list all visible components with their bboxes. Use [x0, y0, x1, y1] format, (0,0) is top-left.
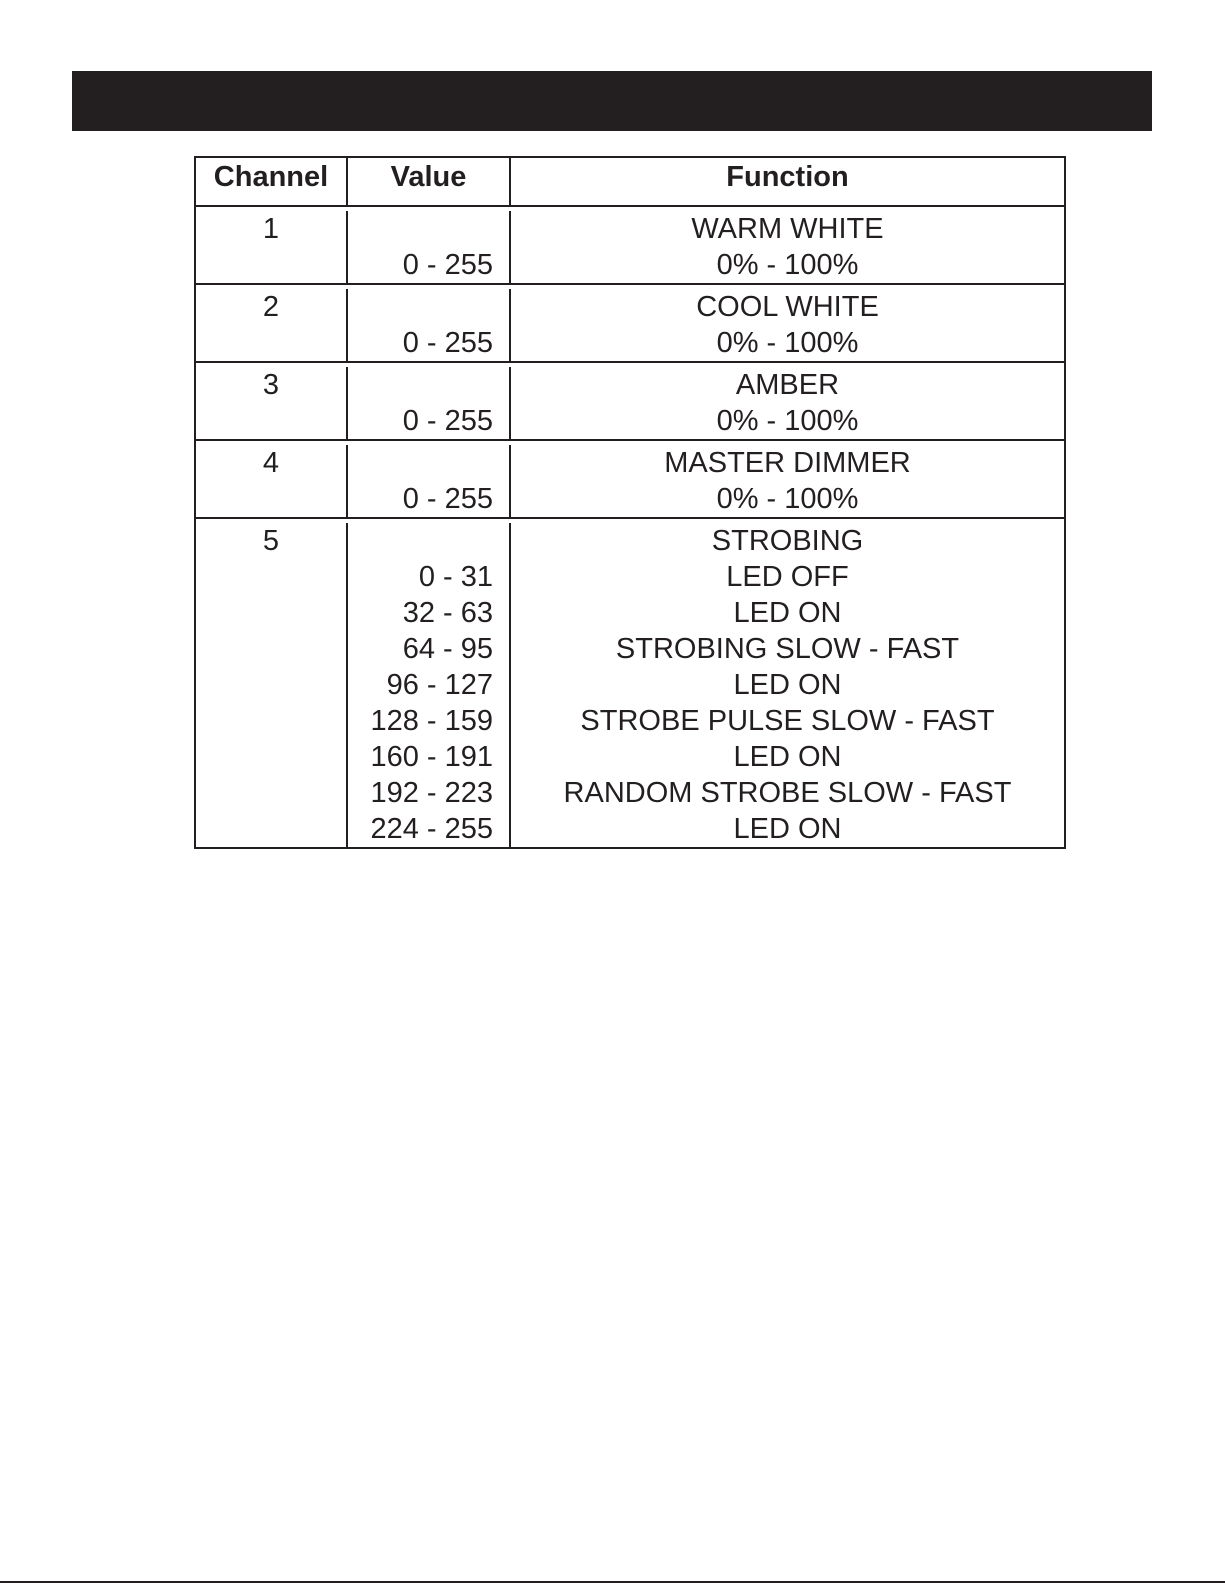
value-range — [348, 367, 509, 403]
channel-number: 4 — [262, 447, 280, 479]
value-range: 0 - 255 — [402, 483, 493, 515]
function-label: WARM WHITE — [691, 213, 884, 245]
channel-number: 3 — [262, 369, 280, 401]
value-range — [348, 445, 509, 481]
channel-cell — [196, 211, 348, 283]
footer-rule — [0, 1581, 1225, 1583]
function-label: MASTER DIMMER — [664, 447, 911, 479]
value-cell — [348, 367, 511, 439]
function-label: LED OFF — [726, 561, 849, 593]
table-header-row — [196, 158, 1064, 205]
function-label: 0% - 100% — [716, 483, 859, 515]
function-label: LED ON — [733, 669, 842, 701]
value-range: 160 - 191 — [370, 741, 493, 773]
table-row — [196, 439, 1064, 517]
channel-number: 1 — [262, 213, 280, 245]
value-range: 192 - 223 — [370, 777, 493, 809]
channel-cell — [196, 367, 348, 439]
channel-cell — [196, 523, 348, 847]
function-cell — [511, 367, 1064, 439]
function-cell — [511, 445, 1064, 517]
value-cell — [348, 211, 511, 283]
value-range — [348, 523, 509, 559]
header-function: Function — [726, 161, 849, 193]
value-cell — [348, 445, 511, 517]
dmx-channel-table — [194, 156, 1066, 849]
value-range: 0 - 31 — [418, 561, 493, 593]
value-cell — [348, 289, 511, 361]
channel-number: 5 — [262, 525, 280, 557]
value-range — [348, 211, 509, 247]
function-label: LED ON — [733, 597, 842, 629]
value-range: 128 - 159 — [370, 705, 493, 737]
function-label: LED ON — [733, 741, 842, 773]
header-value: Value — [348, 158, 511, 205]
channel-number: 2 — [262, 291, 280, 323]
value-range: 96 - 127 — [386, 669, 493, 701]
value-cell — [348, 523, 511, 847]
header-bar — [72, 71, 1152, 131]
value-range — [348, 289, 509, 325]
function-cell — [511, 211, 1064, 283]
table-row — [196, 205, 1064, 283]
function-cell — [511, 289, 1064, 361]
table-row — [196, 361, 1064, 439]
function-label: STROBING SLOW - FAST — [615, 633, 960, 665]
function-label: COOL WHITE — [696, 291, 879, 323]
header-channel: Channel — [196, 158, 348, 205]
function-label: STROBING — [711, 525, 864, 557]
value-range: 224 - 255 — [370, 813, 493, 845]
function-label: STROBE PULSE SLOW - FAST — [580, 705, 995, 737]
function-label: LED ON — [733, 813, 842, 845]
value-range: 32 - 63 — [402, 597, 493, 629]
value-range: 64 - 95 — [402, 633, 493, 665]
table-row — [196, 283, 1064, 361]
function-label: AMBER — [735, 369, 840, 401]
function-label: RANDOM STROBE SLOW - FAST — [563, 777, 1012, 809]
function-label: 0% - 100% — [716, 405, 859, 437]
value-range: 0 - 255 — [402, 405, 493, 437]
table-row — [196, 517, 1064, 847]
function-label: 0% - 100% — [716, 327, 859, 359]
channel-cell — [196, 289, 348, 361]
value-range: 0 - 255 — [402, 327, 493, 359]
function-cell — [511, 523, 1064, 847]
function-label: 0% - 100% — [716, 249, 859, 281]
value-range: 0 - 255 — [402, 249, 493, 281]
channel-cell — [196, 445, 348, 517]
